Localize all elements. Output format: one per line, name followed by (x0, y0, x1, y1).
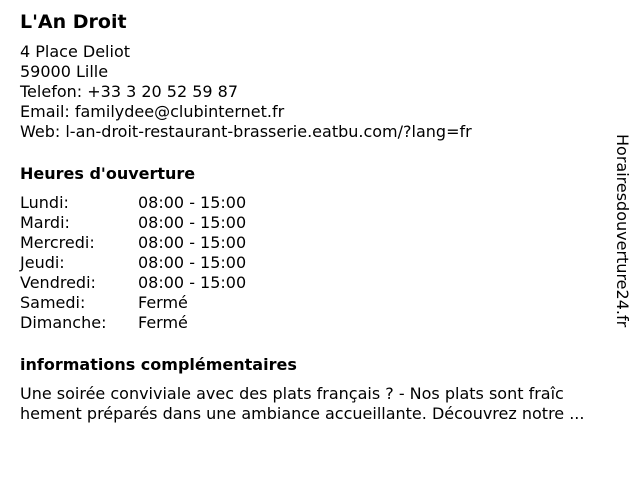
hours-row-jeudi (20, 253, 615, 273)
day-label: Mercredi: (20, 233, 95, 252)
hours-table (20, 193, 615, 333)
day-label: Lundi: (20, 193, 69, 212)
address-street: 4 Place Deliot (20, 42, 131, 61)
day-hours: Fermé (138, 313, 188, 332)
day-hours: 08:00 - 15:00 (138, 253, 247, 272)
day-label: Vendredi: (20, 273, 96, 292)
email-link[interactable]: Email: familydee@clubinternet.fr (20, 102, 285, 121)
day-hours: 08:00 - 15:00 (138, 193, 247, 212)
day-label: Dimanche: (20, 313, 107, 332)
day-hours: 08:00 - 15:00 (138, 213, 247, 232)
hours-row-lundi (20, 193, 615, 213)
restaurant-name: L'An Droit (20, 11, 127, 33)
info-text-line-2: hement préparés dans une ambiance accueillante. Découvrez notre ... (20, 404, 585, 423)
hours-row-vendredi (20, 273, 615, 293)
day-hours: 08:00 - 15:00 (138, 233, 247, 252)
hours-heading: Heures d'ouverture (20, 164, 196, 183)
day-label: Jeudi: (20, 253, 65, 272)
hours-row-dimanche (20, 313, 615, 333)
site-watermark[interactable] (612, 134, 632, 344)
day-label: Mardi: (20, 213, 70, 232)
day-label: Samedi: (20, 293, 86, 312)
hours-row-samedi (20, 293, 615, 313)
day-hours: 08:00 - 15:00 (138, 273, 247, 292)
restaurant-card (20, 0, 615, 424)
address-city: 59000 Lille (20, 62, 109, 81)
hours-row-mercredi (20, 233, 615, 253)
day-hours: Fermé (138, 293, 188, 312)
website-link[interactable]: Web: l-an-droit-restaurant-brasserie.eatbu.com/?lang=fr (20, 122, 472, 141)
info-text-line-1: Une soirée conviviale avec des plats français ? - Nos plats sont fraîc (20, 384, 564, 403)
hours-row-mardi (20, 213, 615, 233)
phone-link[interactable]: Telefon: +33 3 20 52 59 87 (20, 82, 239, 101)
site-watermark-text: Horairesdouverture24.fr (613, 134, 632, 328)
info-heading: informations complémentaires (20, 355, 297, 374)
